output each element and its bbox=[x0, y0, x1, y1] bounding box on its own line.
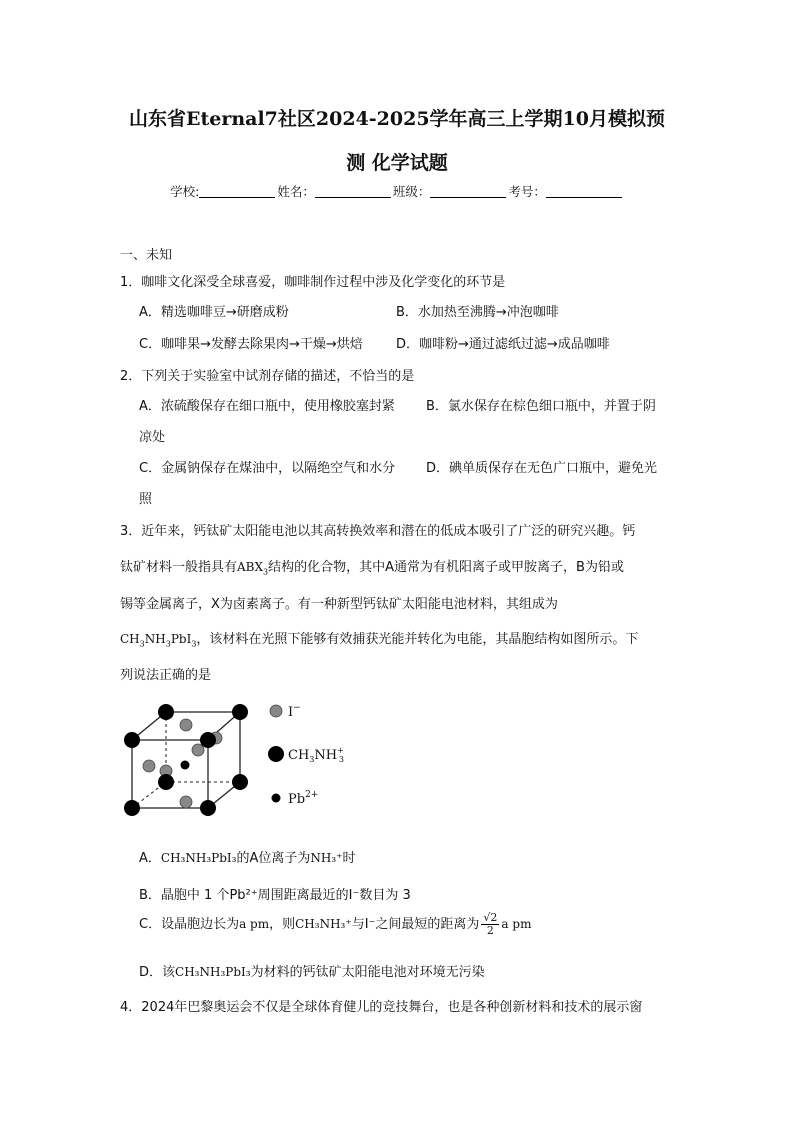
q3-option-a-formula: CH₃NH₃PbI₃ bbox=[160, 851, 237, 865]
fraction-numerator: √2 bbox=[483, 911, 498, 924]
q3-option-d bbox=[139, 961, 485, 980]
q2-option-a: A．浓硫酸保存在细口瓶中，使用橡胶塞封紧 bbox=[139, 399, 395, 414]
q3-option-d-formula: CH₃NH₃PbI₃ bbox=[175, 965, 251, 979]
formula-sub1: 3 bbox=[139, 639, 145, 649]
q3-stem-line3: 锡等金属离子，X为卤素离子。有一种新型钙钛矿太阳能电池材料，其组成为 bbox=[120, 597, 558, 612]
q1-option-b: B．水加热至沸腾→冲泡咖啡 bbox=[396, 305, 559, 320]
formula-ch: CH bbox=[120, 632, 140, 646]
q3-option-c-mid2: 与I⁻之间最短的距离为 bbox=[351, 917, 480, 932]
exam-title-line1: 山东省Eternal7社区2024-2025学年高三上学期10月模拟预 bbox=[128, 108, 665, 130]
legend-lead-marker bbox=[272, 794, 281, 803]
abx3-formula bbox=[237, 560, 269, 577]
q3-stem-line2-b: 结构的化合物，其中A通常为有机阳离子或甲胺离子，B为铅或 bbox=[268, 560, 624, 575]
q1-option-a: A．精选咖啡豆→研磨成粉 bbox=[139, 305, 289, 320]
q1-option-c: C．咖啡果→发酵去除果肉→干燥→烘焙 bbox=[139, 337, 363, 352]
q3-stem-line5: 列说法正确的是 bbox=[120, 668, 212, 683]
q3-option-d-pre: D．该 bbox=[139, 965, 176, 980]
crystal-cell-diagram bbox=[120, 698, 350, 826]
formula-nh: NH bbox=[144, 632, 166, 646]
legend-methylammonium-marker bbox=[268, 746, 284, 762]
q1-option-d: D．咖啡粉→通过滤纸过滤→成品咖啡 bbox=[396, 337, 610, 352]
q3-option-c-length: a pm bbox=[239, 917, 270, 931]
abx3-sub: 3 bbox=[263, 567, 269, 577]
q3-stem-line2 bbox=[120, 556, 624, 576]
material-formula bbox=[120, 632, 197, 649]
abx3-base: ABX bbox=[237, 560, 264, 574]
q2-option-d-line1: D．碘单质保存在无色广口瓶中，避免光 bbox=[426, 461, 658, 476]
section-heading: 一、未知 bbox=[120, 248, 173, 263]
legend-iodide-marker bbox=[270, 705, 282, 717]
q3-option-b: B．晶胞中 1 个Pb²⁺周围距离最近的I⁻数目为 3 bbox=[139, 888, 411, 903]
q3-option-c-ion: CH₃NH₃⁺ bbox=[295, 917, 352, 931]
q3-stem-line1: 3．近年来，钙钛矿太阳能电池以其高转换效率和潜在的低成本吸引了广泛的研究兴趣。钙 bbox=[120, 524, 636, 539]
lead-ion-center bbox=[181, 761, 190, 770]
q2-option-d-line2: 照 bbox=[139, 492, 153, 507]
q3-stem-line4-text: ，该材料在光照下能够有效捕获光能并转化为电能，其晶胞结构如图所示。下 bbox=[196, 632, 639, 647]
q2-option-c: C．金属钠保存在煤油中，以隔绝空气和水分 bbox=[139, 461, 396, 476]
q2-option-b-line2: 凉处 bbox=[139, 430, 166, 445]
q3-option-a bbox=[139, 847, 355, 866]
exam-number-blank bbox=[546, 185, 622, 198]
class-blank bbox=[430, 185, 506, 198]
q3-option-a-ion: NH₃⁺ bbox=[310, 851, 343, 865]
legend-lead-label: $Pb^{2+}$ bbox=[288, 790, 319, 807]
q3-option-c-pre: C．设晶胞边长为 bbox=[139, 917, 240, 932]
sqrt2-over-2-fraction bbox=[481, 912, 499, 937]
q3-option-c-mid: ，则 bbox=[269, 917, 296, 932]
q2-option-b-line1: B．氯水保存在棕色细口瓶中，并置于阴 bbox=[426, 399, 656, 414]
q2-stem: 2．下列关于实验室中试剂存储的描述，不恰当的是 bbox=[120, 369, 415, 384]
legend-methylammonium-label: $CH_3NH^+$ 3 bbox=[288, 746, 344, 764]
exam-number-label: 考号： bbox=[508, 184, 546, 199]
school-blank bbox=[199, 185, 275, 198]
q1-stem: 1．咖啡文化深受全球喜爱，咖啡制作过程中涉及化学变化的环节是 bbox=[120, 275, 506, 290]
name-blank bbox=[315, 185, 391, 198]
formula-sub2: 3 bbox=[165, 639, 171, 649]
q3-option-a-letter: A． bbox=[139, 851, 161, 866]
fraction-denominator: 2 bbox=[486, 924, 494, 937]
q3-option-c-post: a pm bbox=[501, 917, 532, 931]
q3-option-a-mid: 的A位离子为 bbox=[236, 851, 311, 866]
q3-stem-line2-a: 钛矿材料一般指具有 bbox=[120, 560, 238, 575]
student-info-row bbox=[0, 182, 794, 200]
exam-title-line2: 测 化学试题 bbox=[346, 152, 448, 174]
legend-iodide-label: I− bbox=[288, 703, 301, 720]
name-label: 姓名： bbox=[277, 184, 315, 199]
formula-pbi: PbI bbox=[170, 632, 192, 646]
q3-stem-line4 bbox=[120, 628, 638, 648]
q3-option-a-post: 时 bbox=[342, 851, 356, 866]
q4-stem: 4．2024年巴黎奥运会不仅是全球体育健儿的竞技舞台，也是各种创新材料和技术的展示窗 bbox=[120, 1000, 643, 1015]
school-label: 学校: bbox=[170, 184, 200, 199]
q3-option-d-post: 为材料的钙钛矿太阳能电池对环境无污染 bbox=[250, 965, 485, 980]
q3-option-c bbox=[139, 912, 531, 937]
class-label: 班级： bbox=[392, 184, 431, 199]
formula-sub3: 3 bbox=[191, 639, 197, 649]
